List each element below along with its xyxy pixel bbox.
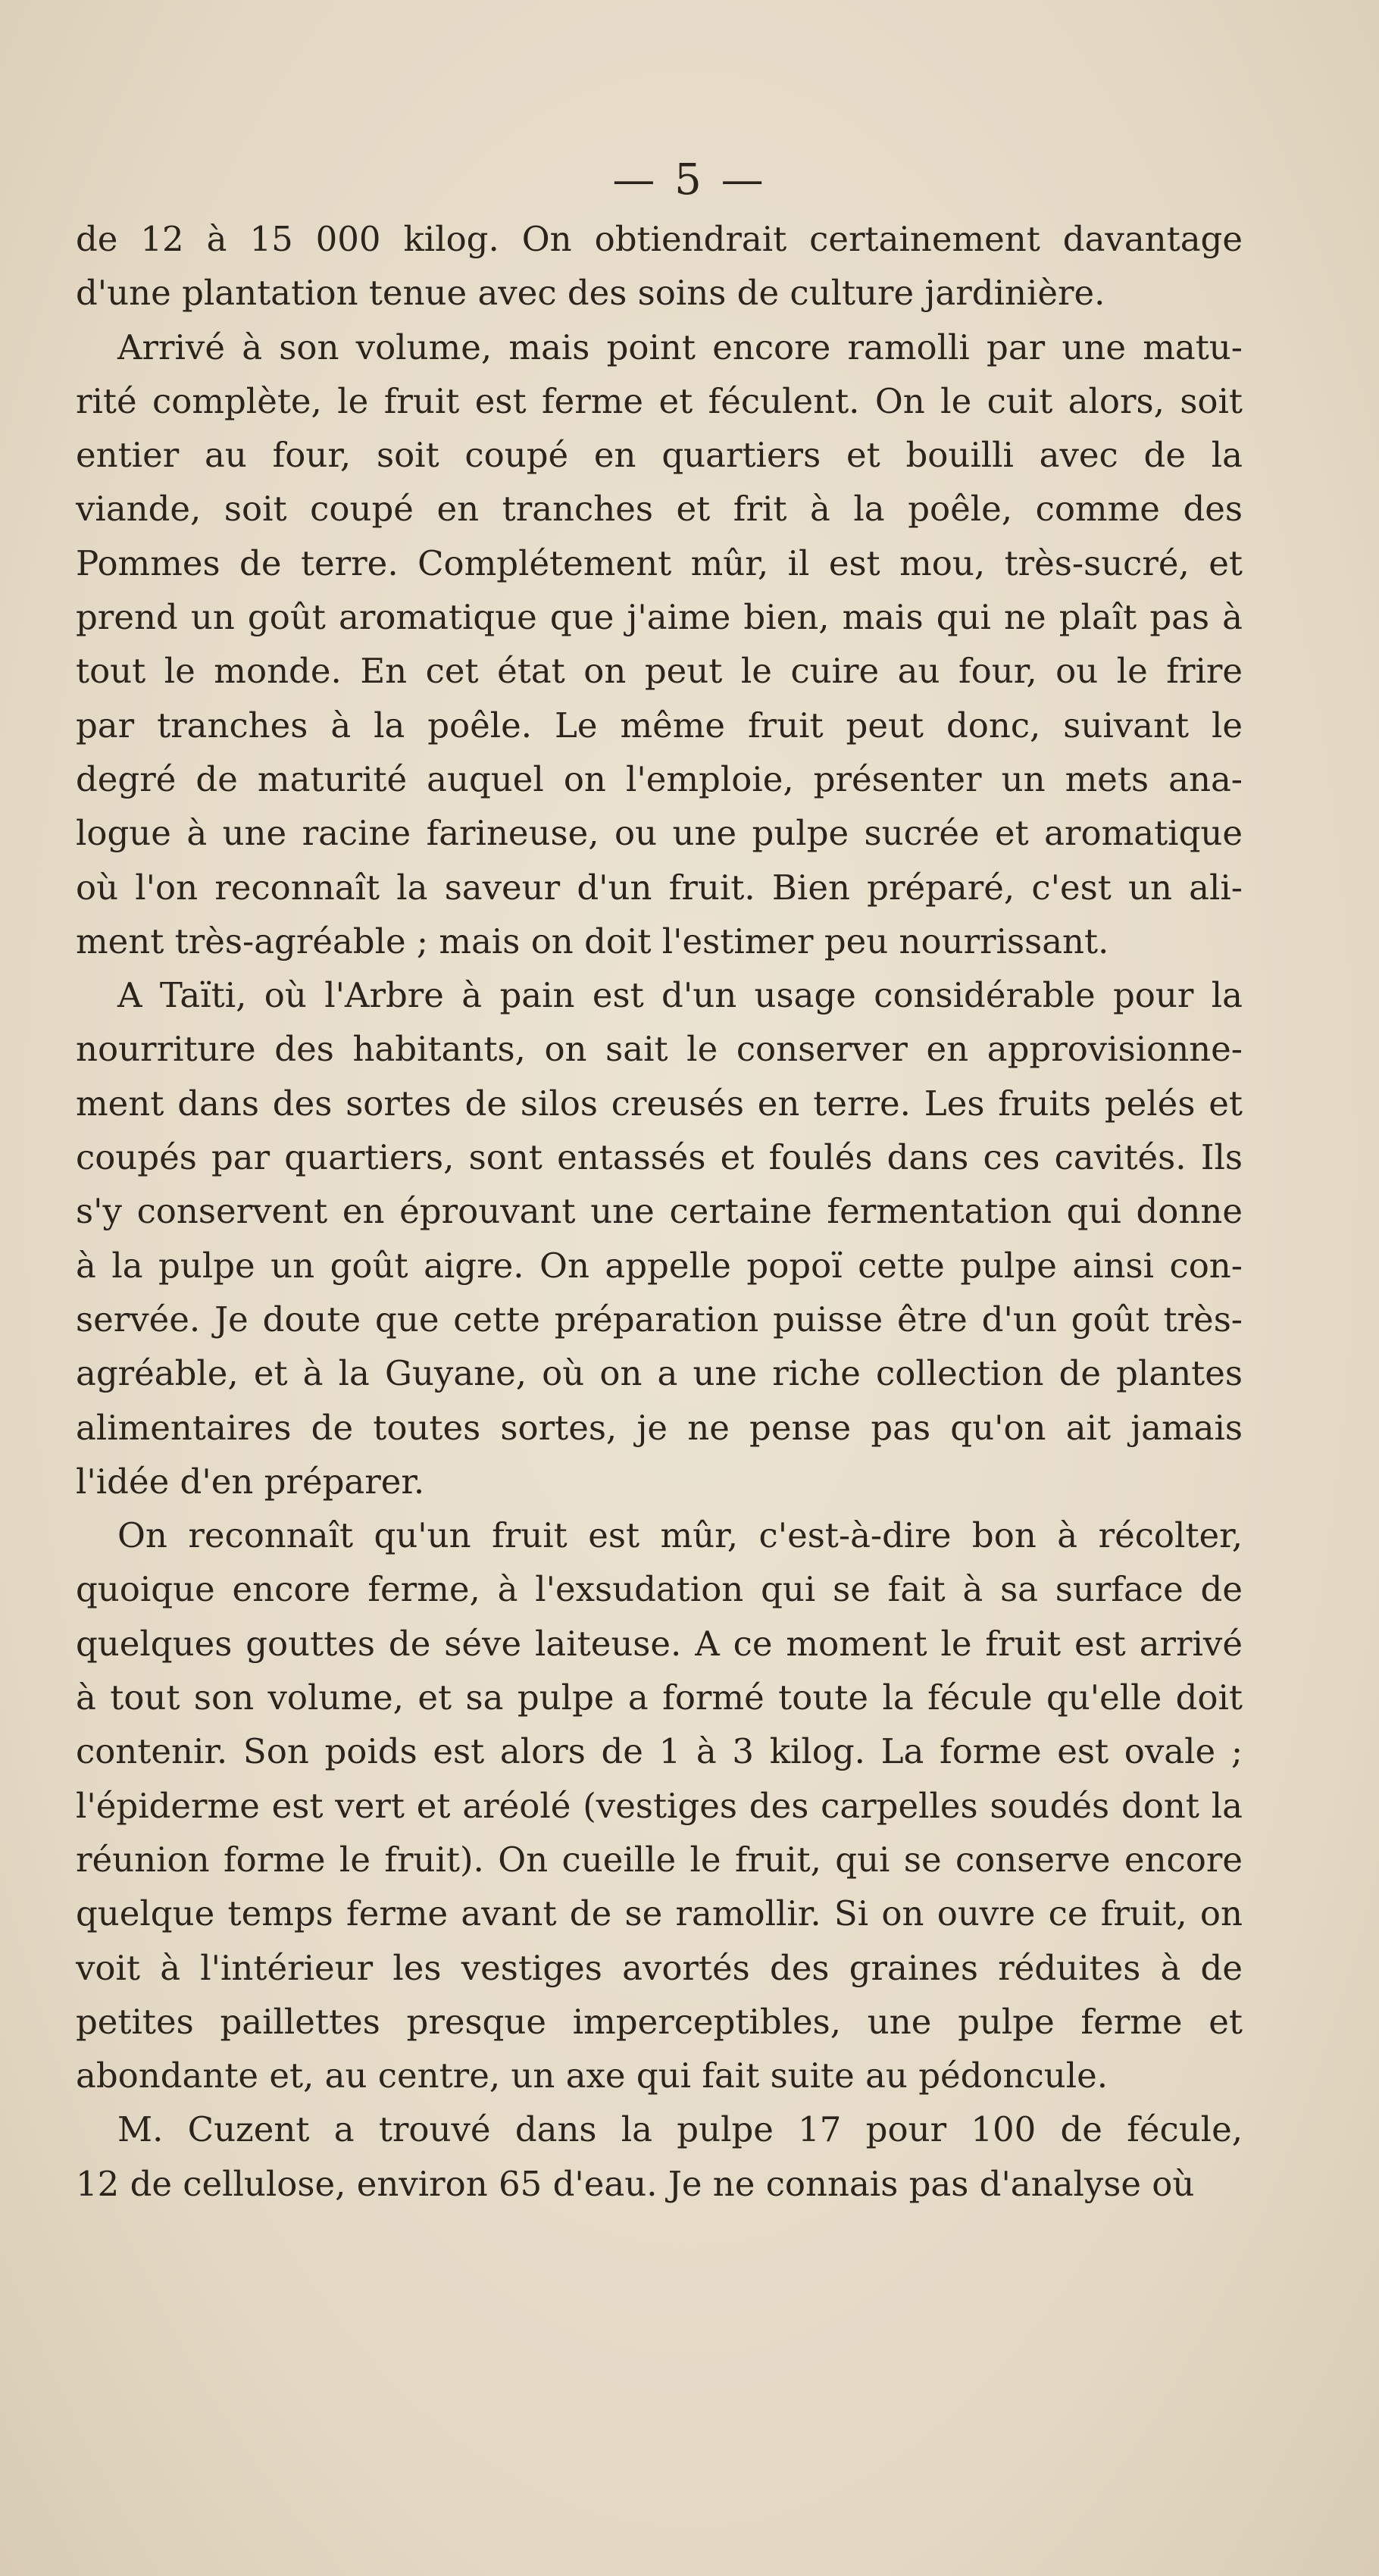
text-line: de 12 à 15 000 kilog. On obtiendrait certainement davantage (76, 219, 1243, 259)
text-line: à la pulpe un goût aigre. On appelle popoï cette pulpe ainsi con- (76, 1245, 1243, 1286)
text-line: tout le monde. En cet état on peut le cuire au four, ou le frire (76, 651, 1243, 692)
body-text (76, 212, 1243, 2211)
text-line: entier au four, soit coupé en quartiers et bouilli avec de la (76, 435, 1243, 476)
text-line: viande, soit coupé en tranches et frit à la poêle, comme des (76, 489, 1243, 530)
text-line: quelques gouttes de séve laiteuse. A ce moment le fruit est arrivé (76, 1623, 1243, 1664)
text-line: petites paillettes presque imperceptibles, une pulpe ferme et (76, 2001, 1243, 2042)
text-line: coupés par quartiers, sont entassés et foulés dans ces cavités. Ils (76, 1137, 1243, 1178)
text-line: A Taïti, où l'Arbre à pain est d'un usage considérable pour la (117, 975, 1243, 1016)
text-line: servée. Je doute que cette préparation puisse être d'un goût très- (76, 1299, 1243, 1340)
text-line: ment dans des sortes de silos creusés en terre. Les fruits pelés et (76, 1083, 1243, 1124)
text-line: On reconnaît qu'un fruit est mûr, c'est-à-dire bon à récolter, (117, 1515, 1243, 1556)
text-line: M. Cuzent a trouvé dans la pulpe 17 pour 100 de fécule, (117, 2109, 1243, 2150)
text-line: l'épiderme est vert et aréolé (vestiges des carpelles soudés dont la (76, 1785, 1243, 1826)
text-line: réunion forme le fruit). On cueille le fruit, qui se conserve encore (76, 1839, 1243, 1880)
paragraph (76, 212, 1243, 320)
text-line: alimentaires de toutes sortes, je ne pense pas qu'on ait jamais (76, 1407, 1243, 1448)
text-line: par tranches à la poêle. Le même fruit peut donc, suivant le (76, 705, 1243, 746)
text-line: quelque temps ferme avant de se ramollir. Si on ouvre ce fruit, on (76, 1893, 1243, 1934)
text-line: degré de maturité auquel on l'emploie, présenter un mets ana- (76, 758, 1243, 799)
paragraph (76, 968, 1243, 1508)
text-line: où l'on reconnaît la saveur d'un fruit. Bien préparé, c'est un ali- (76, 867, 1243, 908)
text-line: rité complète, le fruit est ferme et féculent. On le cuit alors, soit (76, 380, 1243, 421)
text-line: logue à une racine farineuse, ou une pulpe sucrée et aromatique (76, 813, 1243, 854)
text-line: quoique encore ferme, à l'exsudation qui se fait à sa surface de (76, 1569, 1243, 1610)
text-line: voit à l'intérieur les vestiges avortés des graines réduites à de (76, 1947, 1243, 1988)
paragraph (76, 2102, 1243, 2211)
paragraph (76, 1508, 1243, 2102)
text-line: Pommes de terre. Complétement mûr, il est mou, très-sucré, et (76, 542, 1243, 583)
text-line: ment très-agréable ; mais on doit l'estimer peu nourrissant. (76, 921, 1109, 961)
text-line: nourriture des habitants, on sait le conserver en approvisionne- (76, 1029, 1243, 1070)
text-line: d'une plantation tenue avec des soins de culture jardinière. (76, 273, 1105, 314)
page-number: — 5 — (612, 155, 767, 205)
text-line: 12 de cellulose, environ 65 d'eau. Je ne connais pas d'analyse où (76, 2163, 1195, 2204)
text-line: à tout son volume, et sa pulpe a formé toute la fécule qu'elle doit (76, 1677, 1243, 1718)
text-line: Arrivé à son volume, mais point encore ramolli par une matu- (117, 327, 1243, 367)
text-line: contenir. Son poids est alors de 1 à 3 kilog. La forme est ovale ; (76, 1731, 1243, 1772)
text-line: abondante et, au centre, un axe qui fait suite au pédoncule. (76, 2055, 1109, 2096)
text-line: agréable, et à la Guyane, où on a une riche collection de plantes (76, 1353, 1243, 1394)
text-line: l'idée d'en préparer. (76, 1461, 425, 1502)
text-line: prend un goût aromatique que j'aime bien, mais qui ne plaît pas à (76, 597, 1243, 638)
paragraph (76, 320, 1243, 969)
text-line: s'y conservent en éprouvant une certaine fermentation qui donne (76, 1191, 1243, 1232)
